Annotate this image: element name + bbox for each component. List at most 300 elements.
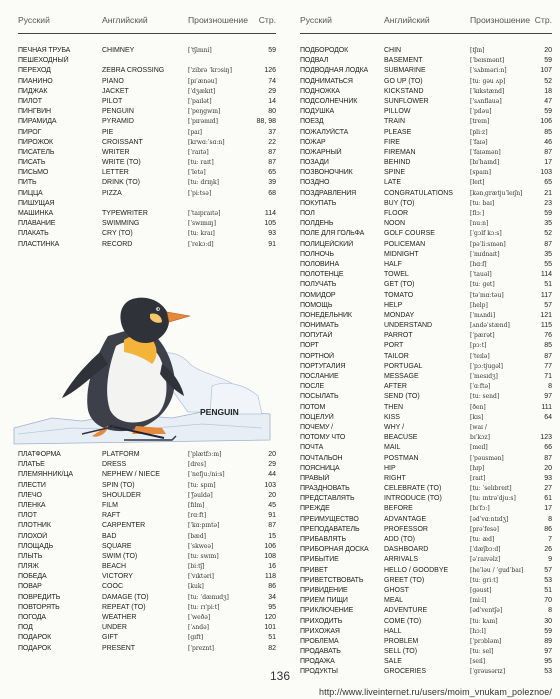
english-word: DAMAGE (TO): [102, 593, 149, 601]
russian-word: ПИСАТЕЛЬ: [18, 148, 55, 156]
page-ref: 91: [268, 512, 276, 520]
pronunciation: [ˈpɔːtjugəl]: [470, 362, 503, 370]
dictionary-entry: [18, 511, 276, 521]
pronunciation: [tuː get]: [470, 281, 495, 289]
english-word: GO UP (TO): [384, 77, 423, 85]
dictionary-entry: [18, 552, 276, 562]
pronunciation: [flɔː]: [470, 210, 485, 217]
english-word: PORTUGAL: [384, 362, 423, 370]
page-ref: 114: [264, 210, 276, 217]
russian-word: ПИТЬ: [18, 179, 37, 187]
english-word: BEHIND: [384, 159, 411, 167]
english-word: HALF: [384, 260, 402, 268]
pronunciation: [ˈɑːftə]: [470, 383, 491, 391]
page-ref: 59: [544, 108, 552, 116]
english-word: PIZZA: [102, 189, 122, 197]
pronunciation: [tuː rɪˈpiːt]: [188, 603, 220, 611]
english-word: PLATFORM: [102, 451, 140, 458]
english-word: JACKET: [102, 87, 129, 95]
russian-word: ПИШУЩАЯ: [18, 199, 55, 207]
dictionary-entry: [300, 341, 552, 351]
page-ref: 18: [544, 87, 552, 95]
dictionary-entry: [300, 250, 552, 260]
pronunciation: [krwɑːˈsɑːn]: [188, 138, 225, 146]
russian-word: ПОЛИЦЕЙСКИЙ: [300, 240, 353, 248]
page-ref: 51: [544, 281, 552, 289]
pronunciation: [ˈvɪktəri]: [188, 573, 215, 581]
page-ref: 59: [544, 210, 552, 217]
russian-word: ПОДУШКА: [300, 108, 335, 116]
header-pronunciation: Произношение: [470, 15, 531, 25]
russian-word: ПОКУПАТЬ: [300, 199, 337, 207]
english-word: INTRODUCE (TO): [384, 495, 442, 503]
dictionary-entry: [300, 362, 552, 372]
english-word: SWIM (TO): [102, 552, 138, 560]
page-ref: 114: [540, 271, 552, 279]
russian-word: ПЕШЕХОДНЫЙ: [18, 57, 69, 65]
header-divider: [300, 33, 552, 34]
english-word: PILOT: [102, 97, 123, 105]
russian-word: ПРЕДСТАВЛЯТЬ: [300, 495, 355, 503]
pronunciation: [miːl]: [470, 597, 487, 605]
dictionary-entry: [300, 209, 552, 219]
page-ref: 123: [540, 434, 552, 442]
russian-word: ПРИБАВЛЯТЬ: [300, 536, 346, 543]
page-ref: 106: [264, 542, 276, 550]
page-ref: 20: [268, 491, 276, 499]
page-ref: 20: [544, 464, 552, 472]
dictionary-entry: [300, 606, 552, 616]
english-word: COOC: [102, 583, 123, 591]
dictionary-entry: [300, 515, 552, 525]
page-ref: 101: [264, 624, 276, 632]
left-column-bottom: [18, 450, 276, 654]
english-word: GREET (TO): [384, 576, 425, 584]
english-word: TAILOR: [384, 352, 409, 360]
dictionary-entry: [300, 199, 552, 209]
page-ref: 77: [544, 362, 552, 370]
english-word: HELP: [384, 301, 403, 309]
russian-word: ПРИБЫТИЕ: [300, 556, 339, 564]
dictionary-entry: [300, 158, 552, 168]
russian-word: ПЛЕЧО: [18, 491, 42, 499]
russian-word: ПОНЕДЕЛЬНИК: [300, 311, 352, 319]
page-ref: 57: [544, 566, 552, 574]
english-word: TYPEWRITER: [102, 210, 148, 217]
pronunciation: [raɪt]: [470, 474, 486, 482]
english-word: GET (TO): [384, 281, 415, 289]
header-russian: Русский: [18, 15, 50, 25]
page-ref: 86: [268, 583, 276, 591]
page-ref: 27: [544, 485, 552, 493]
russian-word: ПИЛОТ: [18, 97, 42, 105]
pronunciation: [ˈfaɪəmən]: [470, 148, 501, 156]
column-header: [18, 14, 276, 26]
russian-word: ПОЛОВИНА: [300, 260, 340, 268]
dictionary-entry: [300, 525, 552, 535]
page-ref: 51: [268, 634, 276, 642]
dictionary-entry: [300, 474, 552, 484]
pronunciation: [tuː sel]: [470, 648, 494, 656]
page-ref: 30: [544, 617, 552, 625]
english-word: DRINK (TO): [102, 179, 140, 187]
page-ref: 59: [268, 47, 276, 54]
dictionary-entry: [300, 97, 552, 107]
dictionary-entry: [18, 189, 276, 199]
page-ref: 87: [268, 148, 276, 156]
english-word: SQUARE: [102, 542, 132, 550]
page-ref: 23: [544, 199, 552, 207]
pronunciation: [tuː ˈselɪbreɪt]: [470, 485, 512, 493]
dictionary-entry: [18, 138, 276, 148]
english-word: GIFT: [102, 634, 118, 642]
pronunciation: [ədˈvɑːntɪdʒ]: [470, 515, 509, 523]
page-ref: 45: [268, 501, 276, 509]
dictionary-entry: [300, 168, 552, 178]
page-ref: [530, 423, 552, 433]
pronunciation: [ˈpærət]: [470, 332, 495, 340]
russian-word: ПОДВОДНАЯ ЛОДКА: [300, 67, 369, 75]
page-ref: 9: [548, 556, 552, 564]
dictionary-entry: [18, 562, 276, 572]
page-ref: 89: [544, 637, 552, 645]
pronunciation: [heˈləu / ˈgudˈbaɪ]: [470, 566, 524, 574]
dictionary-entry: [18, 542, 276, 552]
dictionary-entry: [300, 178, 552, 188]
pronunciation: [ˈteɪlə]: [470, 352, 490, 360]
dictionary-entry: [300, 454, 552, 464]
dictionary-entry: [18, 77, 276, 87]
page-ref: 91: [268, 240, 276, 248]
page-ref: 70: [544, 597, 552, 605]
english-word: CARPENTER: [102, 522, 146, 530]
russian-word: ПРАЗДНОВАТЬ: [300, 485, 350, 493]
page-ref: 106: [540, 118, 552, 126]
dictionary-entry: [300, 270, 552, 280]
pronunciation: [ˈweðə]: [188, 614, 211, 621]
english-word: SUNFLOWER: [384, 97, 429, 105]
english-word: FIRE: [384, 138, 400, 146]
dictionary-entry: [18, 501, 276, 511]
pronunciation: bɪˈkɔz]: [470, 434, 490, 442]
pronunciation: [biːtʃ]: [188, 563, 205, 571]
russian-word: ПРОДАВАТЬ: [300, 648, 341, 656]
page-ref: 35: [544, 220, 552, 228]
page-ref: 16: [268, 563, 276, 571]
page-ref: 57: [544, 301, 552, 309]
russian-word: ПОЕЗД: [300, 118, 324, 126]
page-ref: 15: [268, 532, 276, 540]
russian-word: ПИДЖАК: [18, 87, 48, 95]
page-ref: 86: [544, 525, 552, 533]
pronunciation: [ˈswɪmɪŋ]: [188, 220, 216, 228]
pronunciation: [ˈraɪtə]: [188, 148, 209, 156]
english-word: CHIMNEY: [102, 47, 135, 54]
russian-word: ПОЛНОЧЬ: [300, 250, 334, 258]
russian-word: ПРОДУКТЫ: [300, 668, 338, 676]
pronunciation: [pəˈliːsmən]: [470, 240, 506, 248]
russian-word: ПРЕПОДАВАТЕЛЬ: [300, 525, 360, 533]
pronunciation: [ˈletə]: [188, 169, 206, 177]
pronunciation: [ˈpaɪlət]: [188, 97, 212, 105]
dictionary-entry: [18, 623, 276, 633]
pronunciation: [ˈfaɪə]: [470, 138, 488, 146]
pronunciation: [pɪˈænəu]: [188, 77, 218, 85]
pronunciation: [leɪt]: [470, 179, 485, 187]
dictionary-entry: [18, 168, 276, 178]
english-word: SHOULDER: [102, 491, 141, 499]
pronunciation: [fɪlm]: [188, 501, 205, 509]
russian-word: ПОРТНОЙ: [300, 352, 334, 360]
page-ref: 14: [268, 97, 276, 105]
entry-list-right: [300, 46, 552, 678]
russian-word: ПЛЯЖ: [18, 563, 39, 571]
russian-word: ПИСЬМО: [18, 169, 49, 177]
dictionary-entry: [18, 450, 276, 460]
english-word: SWIMMING: [102, 220, 140, 228]
russian-word: ПОТОМ: [300, 403, 326, 411]
page-ref: 126: [264, 67, 276, 75]
dictionary-entry: [300, 117, 552, 127]
russian-word: ПОЛ: [300, 210, 315, 217]
dictionary-entry: [18, 158, 276, 168]
english-word: ADD (TO): [384, 536, 415, 543]
dictionary-entry: [300, 331, 552, 341]
pronunciation: [ˈgrəusərɪz]: [470, 668, 506, 676]
dictionary-entry: [18, 582, 276, 592]
russian-word: ПРИХОДИТЬ: [300, 617, 343, 625]
english-word: ADVENTURE: [384, 607, 428, 615]
russian-word: ПОДБОРОДОК: [300, 47, 349, 54]
dictionary-entry: [300, 494, 552, 504]
russian-word: ПОВАР: [18, 583, 42, 591]
pronunciation: [hɑːf]: [470, 260, 487, 268]
pronunciation: [hɪp]: [470, 464, 485, 472]
header-russian: Русский: [300, 15, 332, 25]
dictionary-entry: [300, 66, 552, 76]
dictionary-entry: [18, 532, 276, 542]
russian-word: ПОЧТАЛЬОН: [300, 454, 343, 462]
pronunciation: [ˈtaɪpraɪtə]: [188, 210, 221, 217]
english-word: POLICEMAN: [384, 240, 426, 248]
dictionary-entry: [18, 572, 276, 582]
pronunciation: [ˈmɪdnaɪt]: [470, 250, 500, 258]
russian-word: ПОТОМУ ЧТО: [300, 434, 346, 442]
dictionary-entry: [300, 311, 552, 321]
footer-url[interactable]: http://www.liveinternet.ru/users/moim_vnukam_poleznoe/: [318, 687, 552, 697]
pronunciation: [ˈskweə]: [188, 542, 214, 550]
english-word: COME (TO): [384, 617, 422, 625]
dictionary-entry: [18, 128, 276, 138]
pronunciation: [kuk]: [188, 583, 204, 591]
pronunciation: [tuː griːt]: [470, 576, 498, 584]
pronunciation: [ˈtauəl]: [470, 271, 492, 279]
russian-word: ПРИВЕТ: [300, 566, 328, 574]
dictionary-entry: [18, 46, 276, 56]
russian-word: ПОСЛЕ: [300, 383, 325, 391]
page-ref: 117: [540, 291, 552, 299]
english-word: PYRAMID: [102, 118, 134, 126]
pronunciation: [ˈmesɪdʒ]: [470, 373, 498, 380]
entry-list-bottom: [18, 450, 276, 654]
russian-word: ПОДНИМАТЬСЯ: [300, 77, 353, 85]
pronunciation: [pɔːt]: [470, 342, 487, 350]
russian-word: ПЛЕМЯННИК/ЦА: [18, 471, 73, 479]
page-ref: 8: [548, 607, 552, 615]
page-ref: 37: [268, 128, 276, 136]
dictionary-entry: [300, 352, 552, 362]
pronunciation: [prəˈfesə]: [470, 525, 499, 533]
english-word: TRAIN: [384, 118, 405, 126]
page-ref: 118: [264, 573, 276, 581]
english-word: LETTER: [102, 169, 129, 177]
pronunciation: [tuː drɪŋk]: [188, 179, 220, 187]
pronunciation: [ˈpiːtsə]: [188, 189, 212, 197]
pronunciation: [help]: [470, 301, 488, 309]
dictionary-entry: [300, 291, 552, 301]
english-word: BUY (TO): [384, 199, 415, 207]
page-ref: 17: [544, 505, 552, 513]
right-column: [300, 14, 552, 678]
english-word: HELLO / GOODBYE: [384, 566, 449, 574]
english-word: GOLF COURSE: [384, 230, 435, 238]
dictionary-entry: [300, 87, 552, 97]
page-ref: 121: [540, 311, 552, 319]
english-word: BASEMENT: [384, 57, 423, 65]
russian-word: ПОГОДА: [18, 614, 46, 621]
russian-word: ПОД: [18, 624, 33, 632]
page-ref: 21: [544, 189, 552, 197]
dictionary-entry: [300, 382, 552, 392]
english-word: TOWEL: [384, 271, 409, 279]
page-ref: 103: [540, 169, 552, 177]
left-column: [18, 14, 276, 250]
dictionary-entry: [300, 46, 552, 56]
russian-word: ПОЛДЕНЬ: [300, 220, 334, 228]
page-ref: 87: [544, 352, 552, 360]
english-word: AFTER: [384, 383, 407, 391]
dictionary-entry: [18, 521, 276, 531]
dictionary-entry: [300, 504, 552, 514]
dictionary-entry: [18, 56, 276, 66]
dictionary-entry: [300, 484, 552, 494]
english-word: NEPHEW / NIECE: [102, 471, 160, 479]
pronunciation: [waɪ /: [470, 423, 487, 431]
dictionary-entry: [300, 535, 552, 545]
pronunciation: [nuːn]: [470, 220, 489, 228]
english-word: SPINE: [384, 169, 406, 177]
pronunciation: [bæd]: [188, 532, 207, 540]
russian-word: ПЛЕНКА: [18, 501, 46, 509]
english-word: UNDERSTAND: [384, 322, 433, 330]
dictionary-entry: [300, 321, 552, 331]
russian-word: ПОСЫЛАТЬ: [300, 393, 339, 401]
russian-word: ПОЖАР: [300, 138, 326, 146]
dictionary-entry: [300, 392, 552, 402]
dictionary-entry: [300, 56, 552, 66]
english-word: BEACUSE: [384, 434, 418, 442]
dictionary-entry: [300, 138, 552, 148]
pronunciation: [ˈkɪkstænd]: [470, 87, 505, 95]
english-word: MIDNIGHT: [384, 250, 419, 258]
page-ref: 66: [544, 444, 552, 452]
header-english: Английский: [384, 15, 430, 25]
dictionary-entry: [18, 633, 276, 643]
page-ref: 47: [544, 97, 552, 105]
pronunciation: [tuː baɪ]: [470, 199, 495, 207]
dictionary-entry: [18, 148, 276, 158]
pronunciation: [bɪˈhaɪnd]: [470, 159, 500, 167]
dictionary-entry: [300, 443, 552, 453]
page-ref: 8: [548, 383, 552, 391]
page-ref: 65: [268, 169, 276, 177]
russian-word: ПЛАТФОРМА: [18, 451, 61, 458]
dictionary-entry: [18, 603, 276, 613]
russian-word: ПОРТУГАЛИЯ: [300, 362, 346, 370]
page-ref: 82: [268, 644, 276, 652]
page-ref: 88, 98: [256, 118, 276, 126]
dictionary-entry: [18, 117, 276, 127]
english-word: BEACH: [102, 563, 127, 571]
page-ref: 87: [544, 454, 552, 462]
dictionary-entry: [18, 240, 276, 250]
page-ref: 85: [544, 128, 552, 136]
pronunciation: [ˈsʌbməriːn]: [470, 67, 507, 75]
pronunciation: [ˈʃəuldə]: [188, 491, 213, 499]
pronunciation: [treɪn]: [470, 118, 490, 126]
dictionary-entry: [300, 148, 552, 158]
pronunciation: [kənˌgrætjuˈleɪʃn]: [470, 189, 523, 197]
pronunciation: [ˈzibrə ˈkrɔsiŋ]: [188, 67, 232, 75]
page-ref: 93: [268, 230, 276, 238]
page-ref: 108: [264, 552, 276, 560]
dictionary-entry: [300, 637, 552, 647]
pronunciation: [tuː spɪn]: [188, 481, 216, 489]
english-word: GHOST: [384, 586, 409, 594]
pronunciation: [ˈprɔbləm]: [470, 637, 502, 645]
dictionary-entry: [18, 491, 276, 501]
english-word: CHIN: [384, 47, 402, 54]
dictionary-entry: [300, 413, 552, 423]
header-divider: [18, 33, 276, 34]
dictionary-entry: [300, 433, 552, 443]
page-ref: 64: [544, 413, 552, 421]
english-word: TOMATO: [384, 291, 414, 299]
russian-word: ПИСАТЬ: [18, 159, 46, 167]
pronunciation: [tuː kʌm]: [470, 617, 498, 625]
dictionary-entry: [300, 107, 552, 117]
dictionary-entry: [18, 199, 276, 209]
pronunciation: [ˈrekɔːd]: [188, 240, 214, 248]
english-word: FLOOR: [384, 210, 409, 217]
page-ref: 71: [544, 373, 552, 380]
page-ref: 61: [544, 495, 552, 503]
page-ref: 59: [544, 57, 552, 65]
russian-word: ПРИВЕТСТВОВАТЬ: [300, 576, 364, 584]
dictionary-entry: [300, 576, 552, 586]
english-word: PENGUIN: [102, 108, 134, 116]
english-word: KICKSTAND: [384, 87, 424, 95]
russian-word: ПОЧЕМУ /: [300, 423, 334, 431]
pronunciation: [ˈʌndə]: [188, 624, 209, 632]
english-word: CELEBRATE (TO): [384, 485, 442, 493]
dictionary-entry: [300, 240, 552, 250]
pronunciation: [hɔːl]: [470, 627, 486, 635]
english-word: POSTMAN: [384, 454, 419, 462]
page-ref: [254, 56, 276, 66]
dictionary-entry: [300, 657, 552, 667]
pronunciation: [rɑːft]: [188, 512, 207, 520]
